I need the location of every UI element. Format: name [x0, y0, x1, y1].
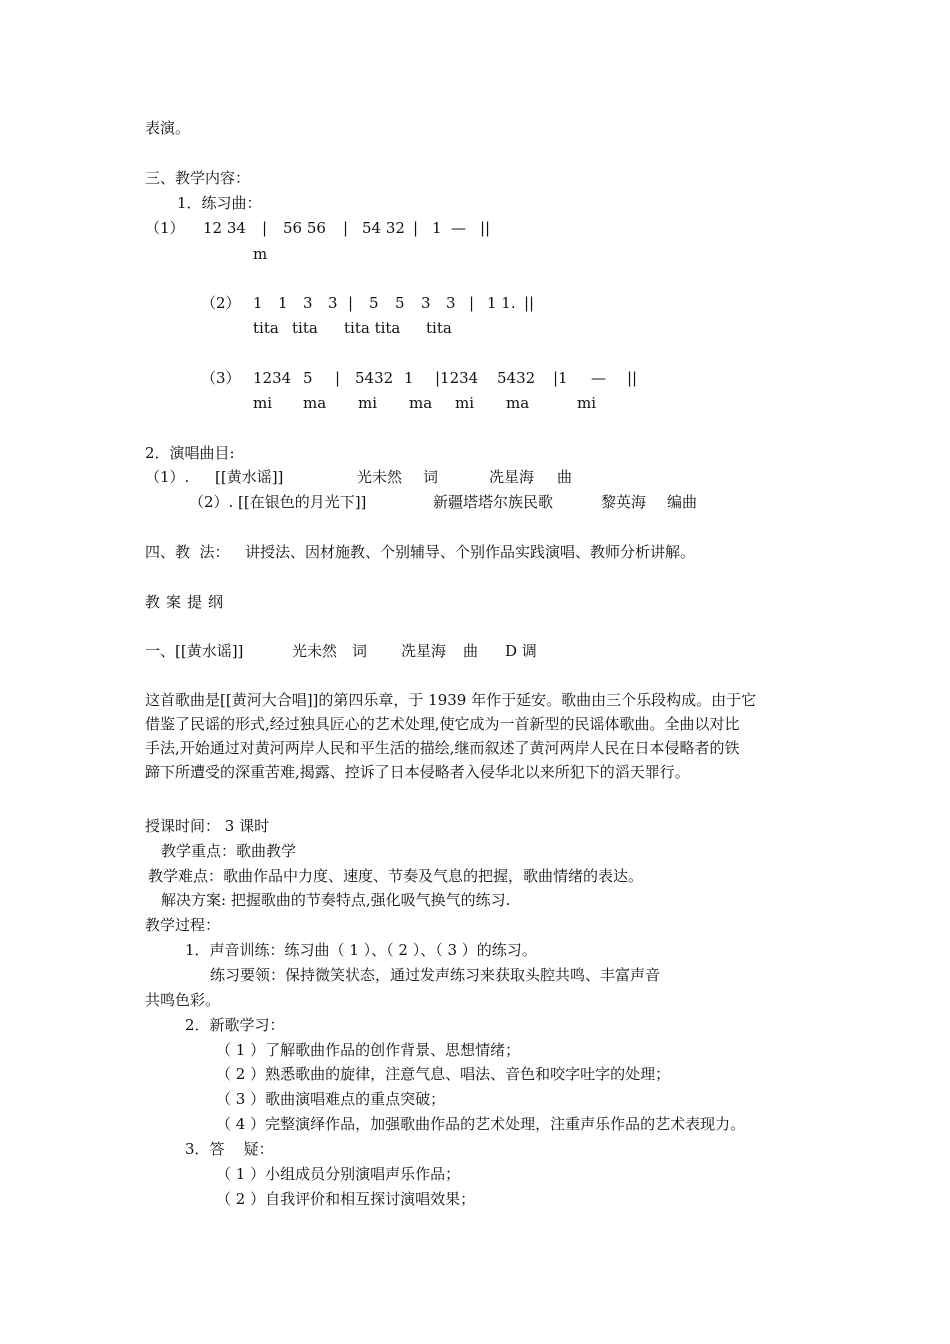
bar-line: | [413, 219, 419, 237]
note: 3 [421, 294, 431, 312]
step-2-item: （ 2 ）熟悉歌曲的旋律，注意气息、唱法、音色和咬字吐字的处理； [216, 1065, 671, 1083]
note: 5432 [355, 369, 394, 387]
bar-line: | [348, 294, 354, 312]
note: 12 34 [203, 219, 246, 237]
composer: 冼星海 [489, 468, 535, 486]
top-line: 表演。 [145, 119, 191, 137]
note: 3 [328, 294, 338, 312]
teaching-focus: 教学重点：歌曲教学 [161, 842, 297, 860]
arrange-mark: 编曲 [667, 493, 698, 511]
bar-line: | [335, 369, 341, 387]
note: 1 [432, 219, 442, 237]
note: 54 32 [362, 219, 405, 237]
step-2-item: （ 4 ）完整演绎作品，加强歌曲作品的艺术处理，注重声乐作品的艺术表现力。 [216, 1115, 746, 1133]
paragraph-line: 这首歌曲是[[黄河大合唱]]的第四乐章，于 1939 年作于延安。歌曲由三个乐段构成。由于它 [145, 691, 757, 709]
note: 1 [253, 294, 263, 312]
end-bar: || [627, 369, 638, 387]
syllable: mi [253, 394, 273, 412]
note: 1234 [253, 369, 292, 387]
paragraph-line: 蹄下所遭受的深重苦难,揭露、控诉了日本侵略者入侵华北以来所犯下的滔天罪行。 [145, 763, 690, 781]
step-3-item: （ 1 ）小组成员分别演唱声乐作品； [216, 1165, 461, 1183]
key-signature: D 调 [505, 642, 537, 660]
syllable: ma [506, 394, 530, 412]
section-4-label: 四、教 法： [145, 543, 230, 561]
exercise-3-label: （3） [201, 369, 241, 387]
lyrics-mark: 词 [352, 642, 368, 660]
step-3-item: （ 2 ）自我评价和相互探讨演唱效果； [216, 1190, 476, 1208]
lyricist: 光未然 [357, 468, 403, 486]
hold-dash: — [451, 219, 466, 237]
lyrics-mark: 词 [423, 468, 439, 486]
syllable: mi [577, 394, 597, 412]
step-2: 2．新歌学习： [185, 1016, 285, 1034]
step-1-requirement: 练习要领：保持微笑状态，通过发声练习来获取头腔共鸣、丰富声音 [210, 966, 661, 984]
exercise-1-label: （1） [145, 219, 185, 237]
lesson-time: 授课时间： 3 课时 [145, 817, 270, 835]
arranger: 黎英海 [601, 493, 647, 511]
note: 1 1. [487, 294, 516, 312]
note: 1 [278, 294, 288, 312]
syllable: tita [253, 319, 279, 337]
end-bar: || [524, 294, 535, 312]
bar-line: | [262, 219, 268, 237]
song-1-label: （1）. [145, 468, 190, 486]
note: 5 [369, 294, 379, 312]
syllable: mi [358, 394, 378, 412]
syllable: ma [303, 394, 327, 412]
song-2-label: （2）. [189, 493, 234, 511]
song-1-title: [[黄水谣]] [215, 468, 284, 486]
step-3: 3．答 疑： [185, 1140, 274, 1158]
syllable: tita tita [344, 319, 401, 337]
bar-line: | [469, 294, 475, 312]
syllable: ma [409, 394, 433, 412]
exercise-2-label: （2） [201, 294, 241, 312]
note: 3 [446, 294, 456, 312]
bar-note: |1 [553, 369, 568, 387]
music-mark: 曲 [463, 642, 479, 660]
step-2-item: （ 1 ）了解歌曲作品的创作背景、思想情绪； [216, 1041, 521, 1059]
section-3-title: 三、教学内容： [145, 169, 251, 187]
hold-dash: — [591, 369, 606, 387]
note: 5 [395, 294, 405, 312]
song-2-origin: 新疆塔塔尔族民歌 [433, 493, 554, 511]
end-bar: || [480, 219, 491, 237]
paragraph-line: 借鉴了民谣的形式,经过独具匠心的艺术处理,使它成为一首新型的民谣体歌曲。全曲以对比 [145, 715, 740, 733]
bar-note: |1234 [435, 369, 479, 387]
bar-line: | [343, 219, 349, 237]
process-title: 教学过程： [145, 916, 221, 934]
song-2-title: [[在银色的月光下]] [238, 493, 367, 511]
solution: 解决方案: 把握歌曲的节奏特点,强化吸气换气的练习. [161, 891, 511, 909]
step-1: 1．声音训练：练习曲（ 1 ）、（ 2 ）、（ 3 ）的练习。 [185, 941, 537, 959]
syllable: mi [455, 394, 475, 412]
lesson-1-title: 一、[[黄水谣]] [145, 642, 244, 660]
section-4-text: 讲授法、因材施教、个别辅导、个别作品实践演唱、教师分析讲解。 [245, 543, 696, 561]
paragraph-line: 手法,开始通过对黄河两岸人民和平生活的描绘,继而叙述了黄河两岸人民在日本侵略者的铁 [145, 739, 740, 757]
note: 5432 [497, 369, 536, 387]
exercise-title: 1．练习曲： [177, 194, 262, 212]
note: 1 [404, 369, 414, 387]
note: 5 [303, 369, 313, 387]
syllable: tita [292, 319, 318, 337]
note: 3 [303, 294, 313, 312]
composer: 冼星海 [401, 642, 447, 660]
syllable: m [253, 245, 268, 263]
songs-title: 2．演唱曲目: [145, 444, 235, 462]
step-1-requirement-cont: 共鸣色彩。 [145, 991, 221, 1009]
syllable: tita [426, 319, 452, 337]
lyricist: 光未然 [292, 642, 338, 660]
step-2-item: （ 3 ）歌曲演唱难点的重点突破； [216, 1090, 446, 1108]
note: 56 56 [283, 219, 326, 237]
outline-title: 教案提纲 [145, 593, 230, 611]
teaching-difficulty: 教学难点：歌曲作品中力度、速度、节奏及气息的把握，歌曲情绪的表达。 [148, 867, 644, 885]
music-mark: 曲 [557, 468, 573, 486]
